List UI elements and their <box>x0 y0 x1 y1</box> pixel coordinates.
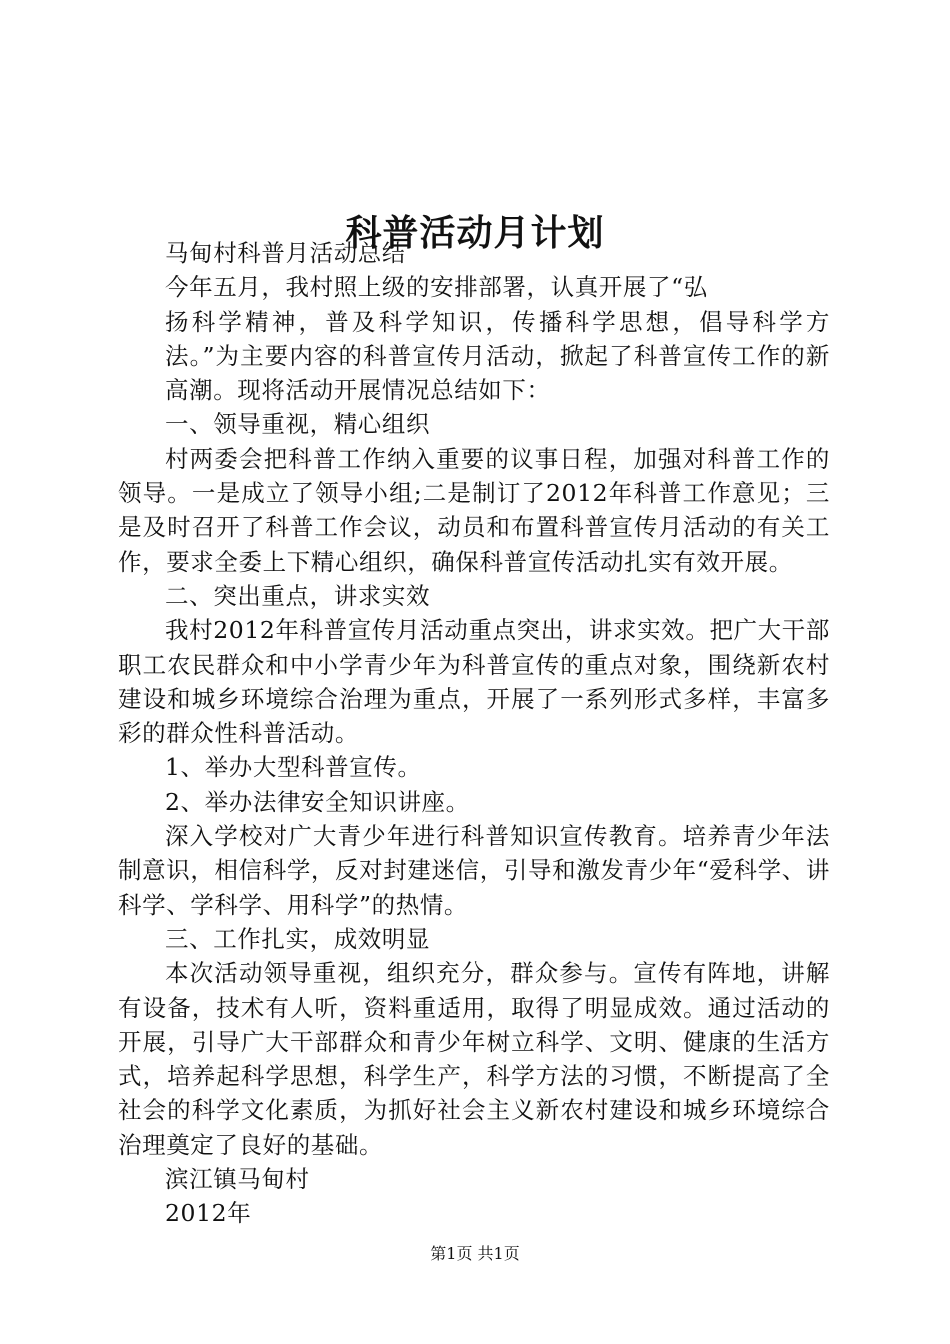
page-footer: 第1页 共1页 <box>430 1244 520 1263</box>
section-heading-3: 三、工作扎实，成效明显 <box>165 924 431 953</box>
list-item-1: 1、举办大型科普宣传。 <box>165 753 422 782</box>
paragraph-subtitle: 马甸村科普月活动总结 <box>165 239 406 267</box>
paragraph-section-3: 本次活动领导重视，组织充分，群众参与。宣传有阵地，讲解有设备，技术有人听，资料重适用，取得了明显成效。通过活动的开展，引导广大干部群众和青少年树立科学、文明、健康的生活方式，培养起科学思想，科学生产，科学方法的习惯，不断提高了全社会的科学文化素质，为抓好社会主义新农村建设和城乡环境综合治理奠定了良好的基础。 <box>118 959 830 1159</box>
paragraph-section-2: 我村2012年科普宣传月活动重点突出，讲求实效。把广大干部职工农民群众和中小学青少年为科普宣传的重点对象，围绕新农村建设和城乡环境综合治理为重点，开展了一系列形式多样，丰富多彩的群众性科普活动。 <box>118 616 830 748</box>
list-item-2: 2、举办法律安全知识讲座。 <box>165 787 470 816</box>
section-heading-2: 二、突出重点，讲求实效 <box>165 581 431 610</box>
signature-organization: 滨江镇马甸村 <box>165 1165 310 1194</box>
signature-date: 2012年 <box>165 1199 252 1228</box>
paragraph-intro-line2: 扬科学精神，普及科学知识，传播科学思想，倡导科学方法。”为主要内容的科普宣传月活动，掀起了科普宣传工作的新高潮。现将活动开展情况总结如下： <box>165 307 830 405</box>
section-heading-1: 一、领导重视，精心组织 <box>165 410 431 439</box>
document-title: 科普活动月计划 <box>345 212 605 255</box>
paragraph-schools: 深入学校对广大青少年进行科普知识宣传教育。培养青少年法制意识，相信科学，反对封建迷信，引导和激发青少年“爱科学、讲科学、学科学、用科学”的热情。 <box>118 822 830 919</box>
paragraph-section-1: 村两委会把科普工作纳入重要的议事日程，加强对科普工作的领导。一是成立了领导小组;二是制订了2012年科普工作意见；三是及时召开了科普工作会议，动员和布置科普宣传月活动的有关工作，要求全委上下精心组织，确保科普宣传活动扎实有效开展。 <box>118 444 830 576</box>
paragraph-intro-line1: 今年五月，我村照上级的安排部署，认真开展了“弘 <box>165 273 708 302</box>
document-body <box>118 236 830 1231</box>
